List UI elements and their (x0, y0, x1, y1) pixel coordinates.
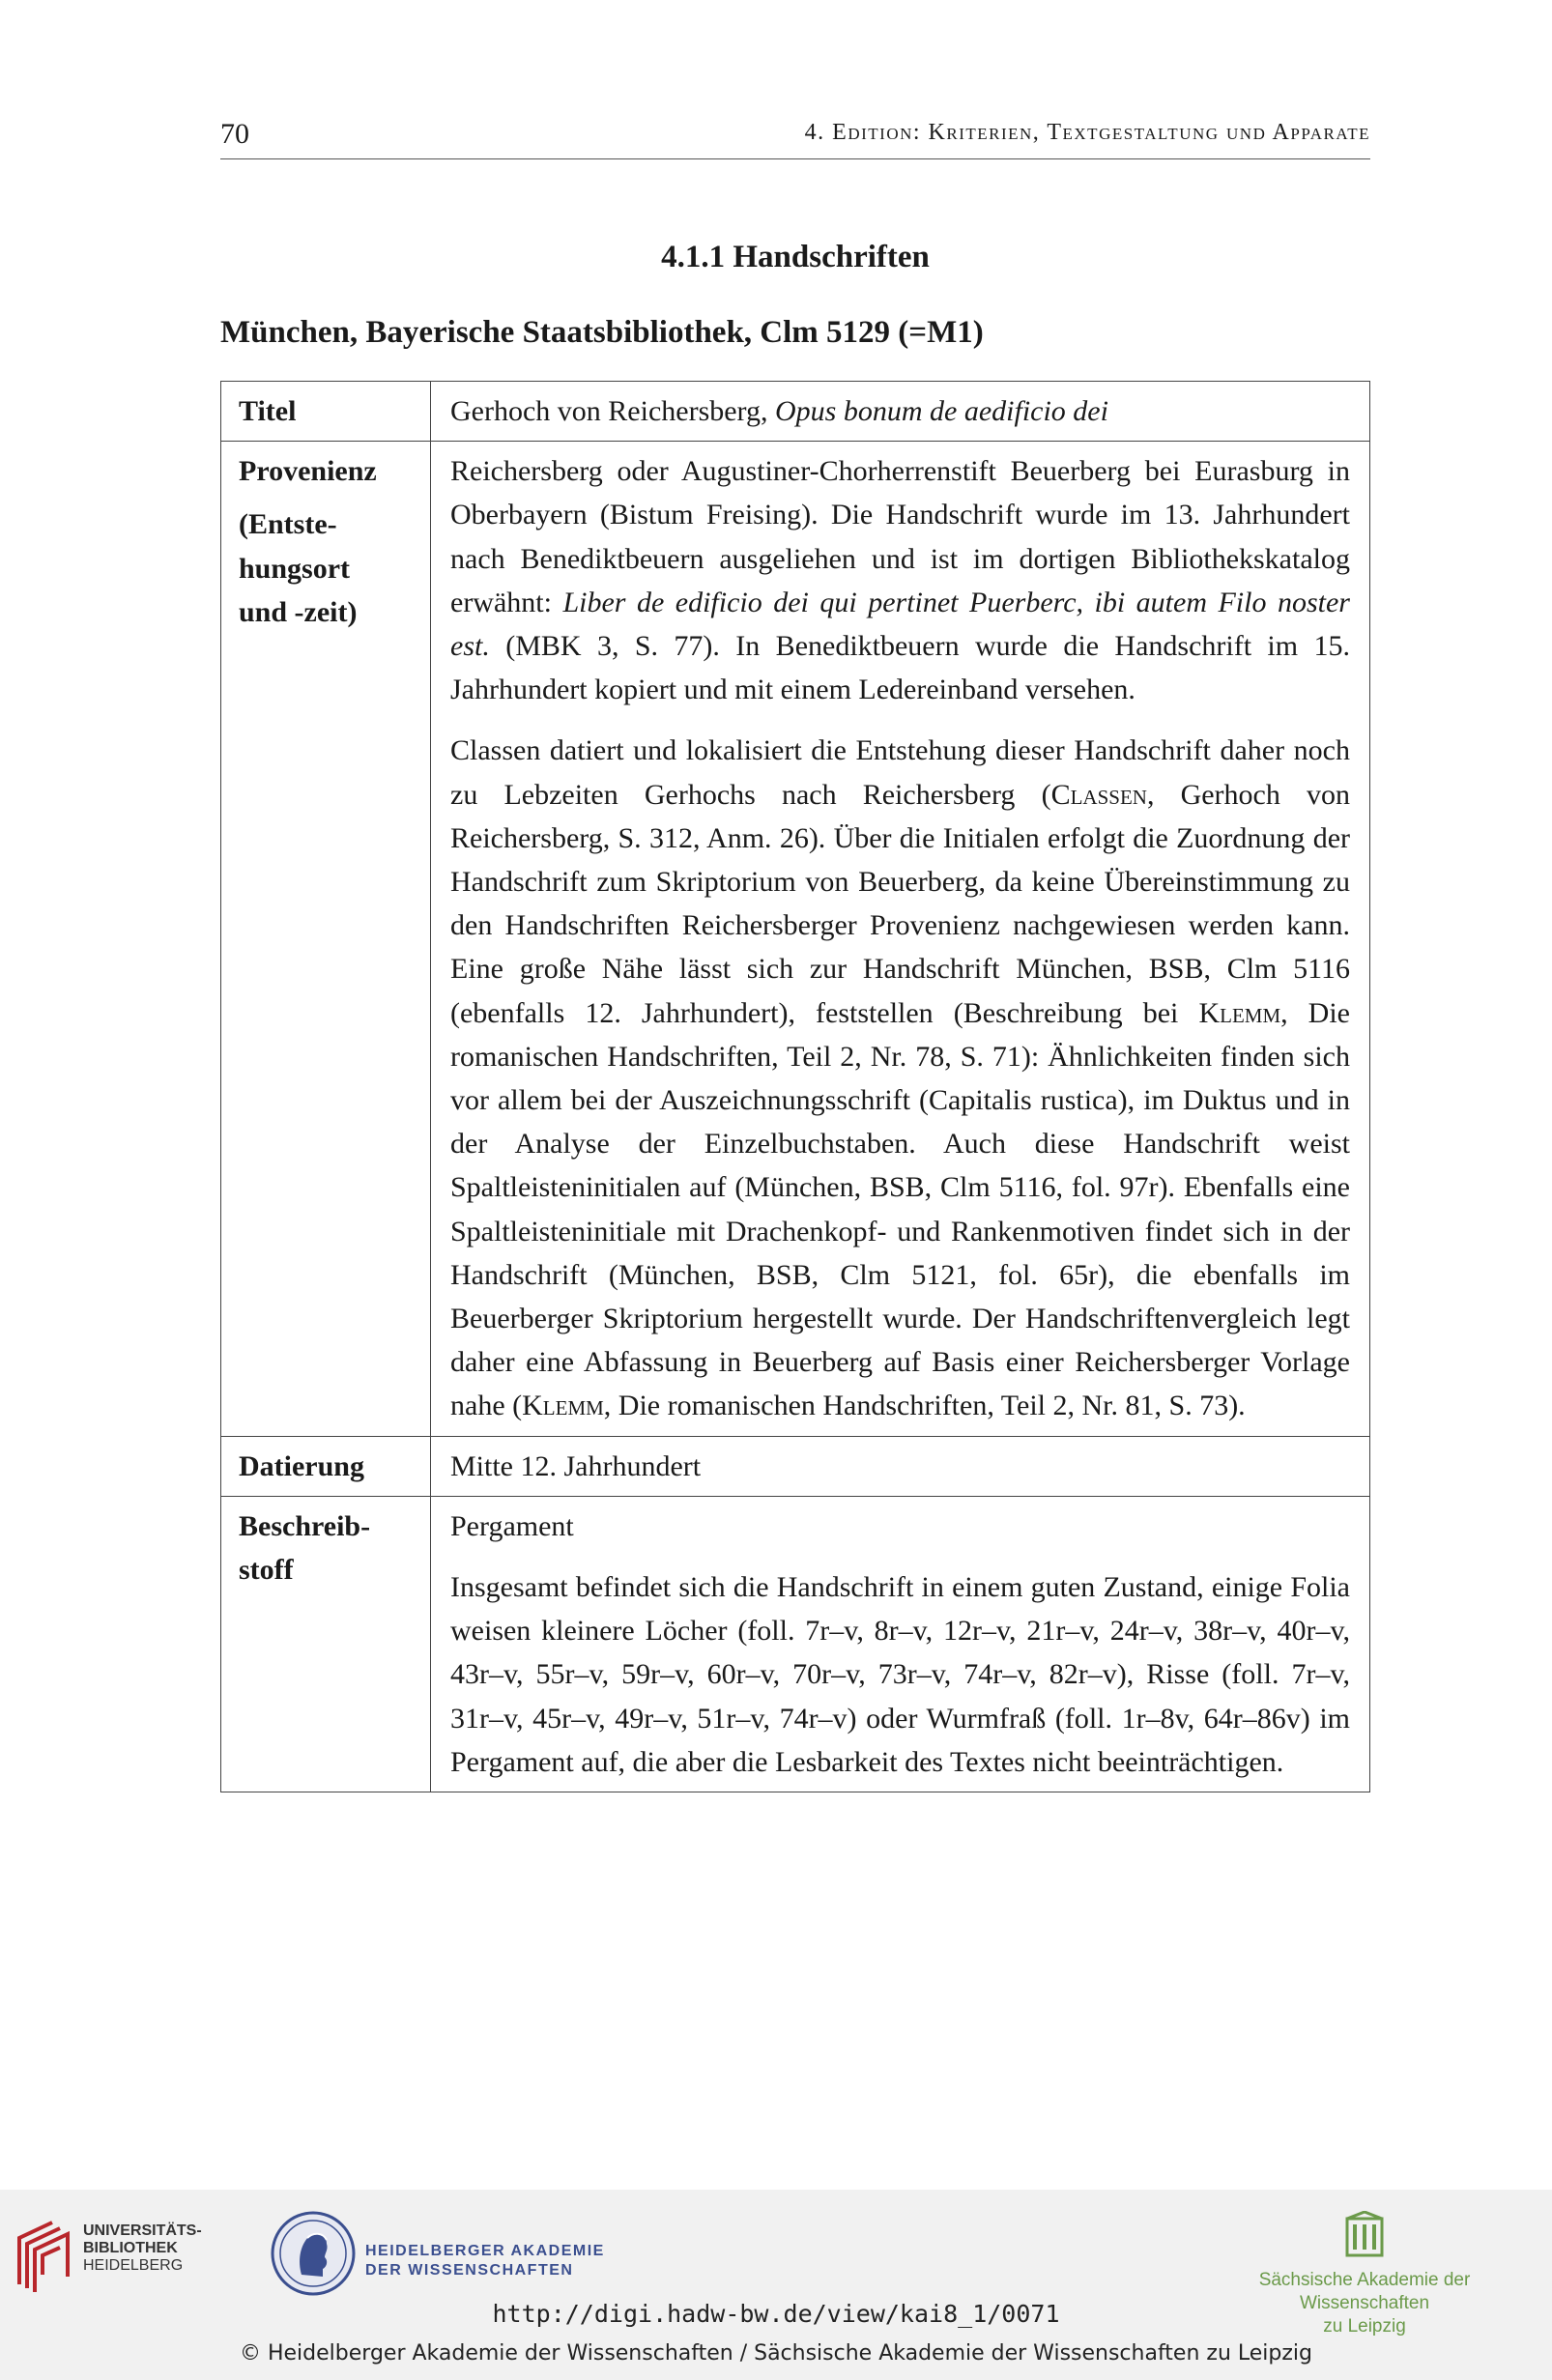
catalog-quote: Liber de edificio dei qui pertinet Puerberc, ibi autem Filo noster est. (450, 586, 1350, 663)
table-row-provenienz (221, 442, 1370, 1436)
saw-text-line: zu Leipzig (1323, 2316, 1406, 2337)
sublabel-line: (Entste- (239, 508, 337, 541)
saw-text-line: Sächsische Akademie der Wissenschaften (1258, 2270, 1471, 2313)
ub-text-line: HEIDELBERG (83, 2257, 184, 2274)
beschreibstoff-paragraph-1: Pergament (450, 1509, 574, 1542)
text-run: Classen datiert und lokalisiert die Entstehung dieser Handschrift daher noch zu Lebzeiten Gerhochs nach Reichersberg ( (450, 734, 1350, 811)
text-run: Reichersberg oder Augustiner-Chorherrenstift Beuerberg bei Eurasburg in Oberbayern (Bistum Freising). Die Handschrift wurde im 13. Jahrhundert nach Benediktbeuern ausgeliehen und ist im dortigen Bibliothekskatalog erwähnt: (450, 455, 1350, 618)
provenienz-paragraph-1 (450, 449, 1350, 711)
hadw-text-line: HEIDELBERGER AKADEMIE (365, 2243, 605, 2259)
value-datierung: Mitte 12. Jahrhundert (431, 1436, 1370, 1496)
hadw-logo[interactable] (269, 2207, 617, 2304)
ub-logo-text (83, 2222, 202, 2275)
provenienz-paragraph-2 (450, 729, 1350, 1427)
hadw-seal-icon (269, 2207, 358, 2300)
ub-logo-icon (14, 2217, 75, 2294)
author-citation: Klemm (1198, 996, 1281, 1029)
manuscript-description-table (220, 381, 1370, 1792)
sublabel-line: hungsort (239, 552, 351, 585)
label-provenienz-sub (239, 502, 411, 634)
text-run: , Die romanischen Handschriften, Teil 2, Nr. 78, S. 71): Ähnlichkeiten finden sich vor allem bei der Auszeichnungsschrift (Capitalis rustica), im Duktus und in der Analyse der Einzelbuchstaben. Auch diese Handschrift weist Spaltleisteninitialen auf (München, BSB, Clm 5116, fol. 97r). Ebenfalls eine Spaltleisteninitiale mit Drachenkopf- und Rankenmotiven findet sich in der Handschrift (München, BSB, Clm 5121, fol. 65r), die ebenfalls im Beuerberger Skriptorium hergestellt wurde. Der Handschriftenvergleich legt daher eine Abfassung in Beuerberg auf Basis einer Reichersberger Vorlage nahe ( (450, 996, 1350, 1422)
titel-author: Gerhoch von Reichersberg, (450, 395, 776, 427)
label-line: Beschreib- (239, 1509, 371, 1542)
manuscript-title: München, Bayerische Staatsbibliothek, Clm 5129 (=M1) (220, 315, 984, 350)
label-titel: Titel (221, 382, 431, 442)
label-beschreibstoff (221, 1496, 431, 1792)
running-head: 4. Edition: Kriterien, Textgestaltung und Apparate (804, 120, 1370, 145)
text-run: , Die romanischen Handschriften, Teil 2, Nr. 81, S. 73). (603, 1390, 1246, 1422)
table-row-titel (221, 382, 1370, 442)
author-citation: Classen (1050, 778, 1147, 811)
hadw-text-line: DER WISSENSCHAFTEN (365, 2262, 574, 2279)
section-title: 4.1.1 Handschriften (661, 240, 930, 274)
ub-text-line: UNIVERSITÄTS- (83, 2222, 202, 2239)
beschreibstoff-paragraph-2: Insgesamt befindet sich die Handschrift in einem guten Zustand, einige Folia weisen kleinere Löcher (foll. 7r–v, 8r–v, 12r–v, 21r–v, 24r–v, 38r–v, 40r–v, 43r–v, 55r–v, 59r–v, 60r–v, 70r–v, 73r–v, 74r–v, 82r–v), Risse (foll. 7r–v, 31r–v, 45r–v, 49r–v, 51r–v, 74r–v) oder Wurmfraß (foll. 1r–8v, 64r–86v) im Pergament auf, die aber die Lesbarkeit des Textes nicht beeinträchtigen. (450, 1571, 1350, 1778)
ub-text-line: BIBLIOTHEK (83, 2240, 178, 2256)
value-provenienz (431, 442, 1370, 1436)
permalink-url[interactable]: http://digi.hadw-bw.de/view/kai8_1/0071 (492, 2300, 1060, 2328)
ub-heidelberg-logo[interactable] (14, 2209, 216, 2306)
label-provenienz-main: Provenienz (239, 455, 377, 488)
text-run: (MBK 3, S. 77). In Benediktbeuern wurde die Handschrift im 15. Jahrhundert kopiert und mit einem Ledereinband versehen. (450, 630, 1350, 706)
saw-building-icon (1345, 2211, 1384, 2257)
value-beschreibstoff (431, 1496, 1370, 1792)
page-header (220, 114, 1370, 159)
text-run: , Gerhoch von Reichersberg, S. 312, Anm. 26). Über die Initialen erfolgt die Zuordnung der Handschrift zum Skriptorium von Beuerberg, da keine Übereinstimmung zu den Handschriften Reichersberger Provenienz nachgewiesen werden kann. Eine große Nähe lässt sich zur Handschrift München, BSB, Clm 5116 (ebenfalls 12. Jahrhundert), feststellen (Beschreibung bei (450, 778, 1351, 1029)
author-citation: Klemm (522, 1390, 604, 1422)
label-line: stoff (239, 1554, 294, 1587)
table-row-datierung (221, 1436, 1370, 1496)
copyright-notice: © Heidelberger Akademie der Wissenschaften / Sächsische Akademie der Wissenschaften zu Leipzig (239, 2341, 1312, 2366)
hadw-logo-text (365, 2242, 605, 2280)
titel-work: Opus bonum de aedificio dei (775, 395, 1108, 427)
value-titel (431, 382, 1370, 442)
label-datierung: Datierung (221, 1436, 431, 1496)
table-row-beschreibstoff (221, 1496, 1370, 1792)
page-number: 70 (220, 118, 249, 150)
sublabel-line: und -zeit) (239, 595, 358, 628)
label-provenienz (221, 442, 431, 1436)
